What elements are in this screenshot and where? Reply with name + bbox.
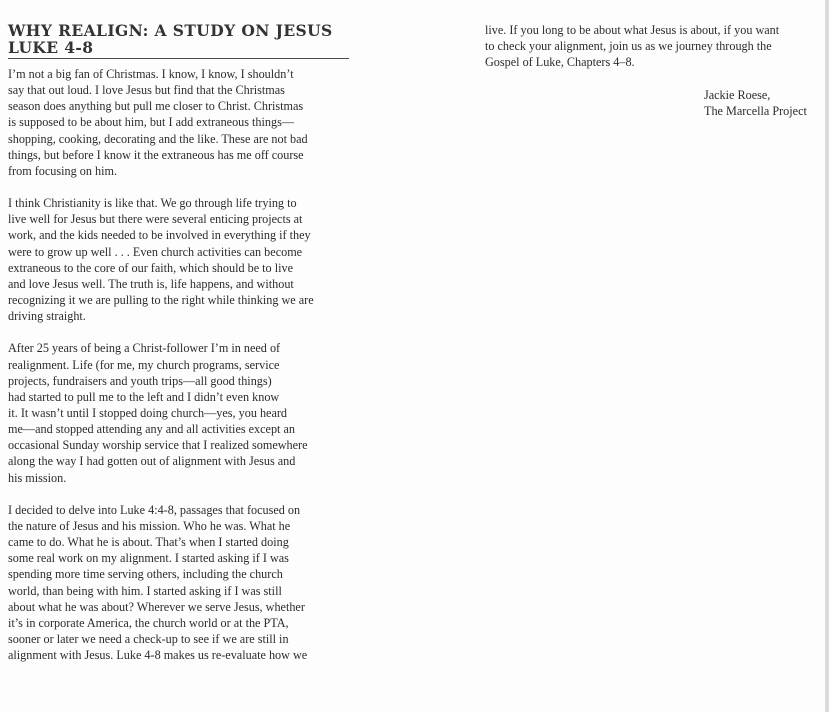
text-line: alignment with Jesus. Luke 4-8 makes us re-evaluate how we xyxy=(8,648,308,663)
text-line: came to do. What he is about. That’s when I started doing xyxy=(8,535,289,550)
text-line: say that out loud. I love Jesus but find that the Christmas xyxy=(8,83,285,98)
paragraph xyxy=(8,502,353,664)
text-line: I decided to delve into Luke 4:4-8, passages that focused on xyxy=(8,502,301,517)
right-column xyxy=(485,22,823,70)
paragraph xyxy=(8,66,353,179)
text-line: live well for Jesus but there were several enticing projects at xyxy=(8,212,303,227)
text-line: shopping, cooking, decorating and the like. These are not bad xyxy=(8,131,308,146)
text-line: live. If you long to be about what Jesus is about, if you want xyxy=(485,23,780,37)
title-line: WHY REALIGN: A STUDY ON JESUS xyxy=(8,21,333,40)
text-line: world, than being with him. I started asking if I was still xyxy=(8,583,282,598)
text-line: work, and the kids needed to be involved in everything if they xyxy=(8,228,311,243)
author-name: Jackie Roese, xyxy=(704,88,771,102)
text-line: sooner or later we need a check-up to see if we are still in xyxy=(8,632,289,646)
text-line: things, but before I know it the extraneous has me off course xyxy=(8,147,304,162)
text-line: projects, fundraisers and youth trips—all good things) xyxy=(8,373,272,388)
author-organization: The Marcella Project xyxy=(704,104,807,119)
text-line: I’m not a big fan of Christmas. I know, I know, I shouldn’t xyxy=(8,67,294,81)
page-edge-divider xyxy=(825,0,829,712)
author-signature xyxy=(704,87,807,119)
text-line: After 25 years of being a Christ-follower I’m in need of xyxy=(8,341,281,356)
text-line: occasional Sunday worship service that I realized somewhere xyxy=(8,438,308,453)
text-line: recognizing it we are pulling to the right while thinking we are xyxy=(8,293,314,308)
text-line: season does anything but pull me closer to Christ. Christmas xyxy=(8,99,304,114)
text-line: realignment. Life (for me, my church programs, service xyxy=(8,357,280,372)
text-line: extraneous to the core of our faith, which should be to live xyxy=(8,260,293,275)
text-line: were to grow up well . . . Even church activities can become xyxy=(8,244,303,259)
article-title xyxy=(8,22,353,58)
text-line: along the way I had gotten out of alignment with Jesus and xyxy=(8,454,296,469)
closing-paragraph xyxy=(485,22,823,70)
text-line: driving straight. xyxy=(8,309,86,324)
text-line: I think Christianity is like that. We go through life trying to xyxy=(8,196,297,211)
text-line: it. It wasn’t until I stopped doing church—yes, you heard xyxy=(8,405,288,420)
text-line: to check your alignment, join us as we journey through the xyxy=(485,39,772,54)
text-line: it’s in corporate America, the church world or at the PTA, xyxy=(8,615,289,630)
paragraph xyxy=(8,340,353,485)
text-line: me—and stopped attending any and all activities except an xyxy=(8,422,295,437)
text-line: his mission. xyxy=(8,470,67,485)
text-line: spending more time serving others, including the church xyxy=(8,567,283,582)
paragraph xyxy=(8,195,353,324)
text-line: is supposed to be about him, but I add extraneous things— xyxy=(8,115,295,130)
text-line: Gospel of Luke, Chapters 4–8. xyxy=(485,55,635,70)
text-line: and love Jesus well. The truth is, life happens, and without xyxy=(8,276,294,291)
text-line: from focusing on him. xyxy=(8,163,117,178)
title-line: LUKE 4-8 xyxy=(8,38,94,57)
text-line: about what he was about? Wherever we serve Jesus, whether xyxy=(8,599,305,614)
text-line: the nature of Jesus and his mission. Who he was. What he xyxy=(8,518,291,533)
text-line: some real work on my alignment. I started asking if I was xyxy=(8,551,289,566)
left-column xyxy=(8,22,353,679)
text-line: had started to pull me to the left and I didn’t even know xyxy=(8,389,280,404)
title-rule xyxy=(8,58,349,59)
